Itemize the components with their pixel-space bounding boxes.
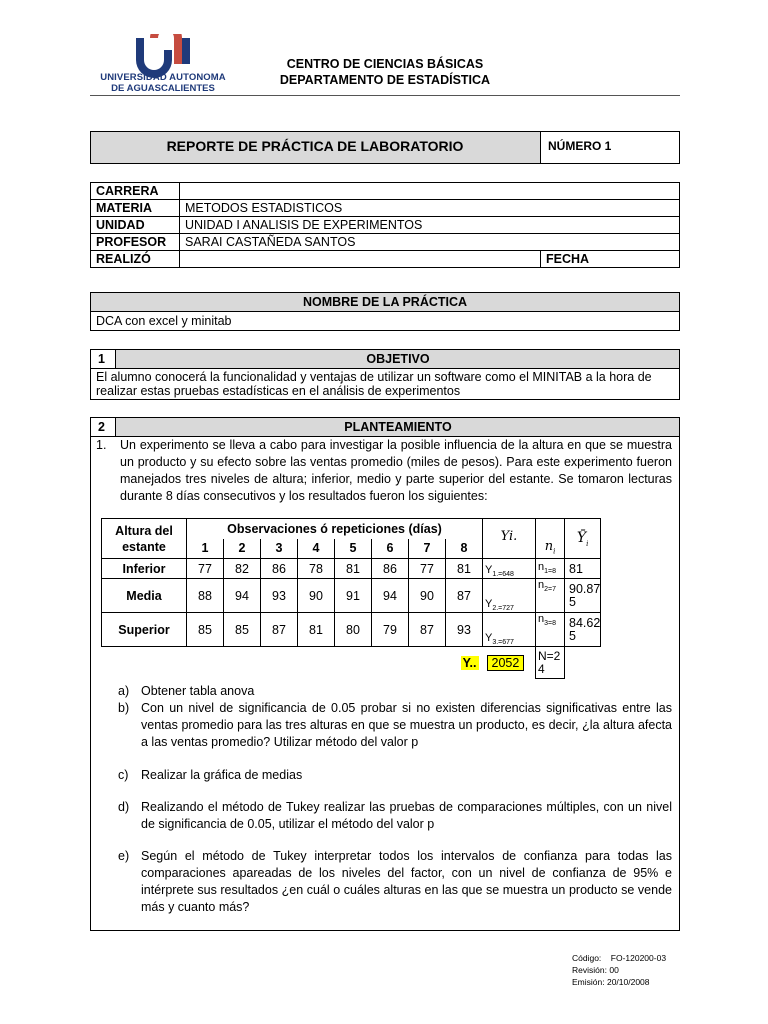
footer-code: [572, 953, 666, 964]
table-cell: 86: [261, 559, 298, 579]
objective-text: El alumno conocerá la funcionalidad y ventajas de utilizar un software como el MINITAB a la hora de realizar estas pruebas estadísticas en el análisis de experimentos: [96, 370, 652, 398]
ybar-line1: 90.87: [569, 581, 601, 596]
ybar-header-symbol: Ȳ: [576, 529, 587, 546]
unidad-value: UNIDAD I ANALISIS DE EXPERIMENTOS: [180, 217, 680, 234]
ni-symbol: n: [538, 613, 545, 625]
info-row-carrera: [91, 183, 680, 200]
day-header: 3: [261, 539, 298, 559]
table-cell: 91: [335, 579, 372, 613]
ni-sub: 2=7: [544, 586, 556, 594]
yi-sub: 2.=727: [492, 605, 514, 612]
objective-heading: OBJETIVO: [366, 352, 430, 366]
yi-header: Yi.: [483, 519, 536, 559]
table-cell: 81: [298, 613, 335, 647]
yi-cell: [483, 579, 536, 613]
table-cell: 93: [446, 613, 483, 647]
row-header-line1: Altura del: [115, 523, 173, 538]
table-row: [102, 559, 601, 579]
question-letter: e): [118, 849, 130, 863]
practice-heading: NOMBRE DE LA PRÁCTICA: [90, 292, 680, 312]
totals-row: [102, 647, 601, 679]
center-title: CENTRO DE CIENCIAS BÁSICAS: [286, 57, 484, 71]
day-header: 8: [446, 539, 483, 559]
yi-symbol: Y: [485, 563, 493, 576]
table-row: [102, 579, 601, 613]
info-row-realizo: [91, 251, 680, 268]
row-label: Inferior: [102, 559, 187, 579]
table-cell: 80: [335, 613, 372, 647]
logo-text-line2: DE AGUASCALIENTES: [111, 83, 215, 94]
day-header: 1: [187, 539, 224, 559]
table-cell: 94: [224, 579, 261, 613]
logo-text-line1: UNIVERSIDAD AUTONOMA: [100, 72, 226, 83]
footer-revision: [572, 965, 619, 976]
question-letter: b): [118, 701, 130, 715]
table-cell: 90: [298, 579, 335, 613]
ni-cell: [536, 559, 565, 579]
statement-number: 2: [98, 420, 105, 434]
unidad-label: UNIDAD: [91, 217, 180, 234]
yi-cell: [483, 613, 536, 647]
info-table: [90, 182, 680, 268]
n-total-line2: 4: [538, 661, 545, 676]
day-header: 4: [298, 539, 335, 559]
ybar-line2: 5: [569, 628, 576, 643]
profesor-value: SARAI CASTAÑEDA SANTOS: [180, 234, 680, 251]
code-label: Código:: [572, 953, 602, 963]
emission-value: 20/10/2008: [606, 977, 650, 987]
question-letter: a): [118, 684, 130, 698]
practice-name: DCA con excel y minitab: [90, 311, 680, 331]
ybar-cell: [565, 613, 601, 647]
yi-sub: 1.=648: [492, 571, 514, 578]
table-cell: 78: [298, 559, 335, 579]
row-header-line2: estante: [122, 539, 166, 554]
grand-total-label: Y..: [462, 655, 477, 670]
yi-sub: 3.=677: [492, 639, 514, 646]
day-header: 6: [372, 539, 409, 559]
question-text: Obtener tabla anova: [141, 684, 255, 698]
day-header: 5: [335, 539, 372, 559]
statement-heading: PLANTEAMIENTO: [344, 420, 452, 434]
table-cell: 86: [372, 559, 409, 579]
yi-symbol: Y: [485, 597, 493, 610]
materia-label: MATERIA: [91, 200, 180, 217]
ybar-line1: 84.62: [569, 615, 601, 630]
table-cell: 77: [409, 559, 446, 579]
revision-label: Revisión:: [572, 965, 607, 975]
ni-symbol: n: [538, 579, 545, 591]
report-title: REPORTE DE PRÁCTICA DE LABORATORIO: [166, 138, 464, 154]
table-row: [102, 613, 601, 647]
revision-value: 00: [609, 965, 619, 975]
data-table: [101, 518, 601, 679]
fecha-label: FECHA: [541, 251, 680, 268]
carrera-value: [180, 183, 680, 200]
table-cell: 87: [446, 579, 483, 613]
ni-cell: [536, 613, 565, 647]
ybar-cell: [565, 579, 601, 613]
day-header: 7: [409, 539, 446, 559]
problem-number: 1.: [96, 438, 107, 452]
carrera-label: CARRERA: [91, 183, 180, 200]
ni-header: [536, 519, 565, 559]
row-label: Superior: [102, 613, 187, 647]
problem-text: Un experimento se lleva a cabo para investigar la posible influencia de la altura en que se muestra un producto y su efecto sobre las ventas promedio (miles de pesos). Para este experimento fueron manejados tres niveles de altura; inferior, medio y parte superior del estante. Se tomaron lecturas durante 8 días consecutivos y los resultados fueron los siguientes:: [120, 438, 672, 503]
table-cell: 94: [372, 579, 409, 613]
ni-sub: 3=8: [544, 620, 556, 628]
realizo-value: [180, 251, 541, 268]
table-cell: 87: [261, 613, 298, 647]
title-divider: [540, 131, 541, 164]
n-total-line1: N=2: [538, 648, 561, 663]
yi-cell: [483, 559, 536, 579]
table-cell: 79: [372, 613, 409, 647]
question-letter: d): [118, 800, 130, 814]
question-text: Según el método de Tukey interpretar todos los intervalos de confianza para todas las comparaciones apareadas de los niveles del factor, con un nivel de confianza de 95% e intérprete sus resultados ¿en cuál o cuáles alturas en las que se muestra un producto se vende más y cuanto más?: [141, 849, 672, 914]
header-rule: [90, 95, 680, 96]
obs-header: Observaciones ó repeticiones (días): [187, 519, 483, 539]
ni-sub: 1=8: [544, 568, 556, 576]
ni-symbol: n: [538, 561, 545, 574]
question-text: Realizando el método de Tukey realizar las pruebas de comparaciones múltiples, con un nivel de significancia de 0.05, utilizar el método del valor p: [141, 800, 672, 831]
table-cell: 90: [409, 579, 446, 613]
table-cell: 85: [187, 613, 224, 647]
ybar-cell: 81: [565, 559, 601, 579]
ybar-header: [565, 519, 601, 559]
grand-total-value: 2052: [487, 655, 525, 671]
day-header: 2: [224, 539, 261, 559]
info-row-profesor: [91, 234, 680, 251]
question-text: Con un nivel de significancia de 0.05 probar si no existen diferencias significativas entre las ventas promedio para las tres alturas en que se muestra un producto, es decir, ¿la altura afecta a las ventas promedio? Utilizar método del valor p: [141, 701, 672, 749]
objective-number: 1: [98, 352, 105, 366]
n-total-cell: [536, 647, 565, 679]
ybar-header-sub: i: [586, 539, 589, 548]
info-row-unidad: [91, 217, 680, 234]
row-label: Media: [102, 579, 187, 613]
table-cell: 81: [335, 559, 372, 579]
code-value: FO-120200-03: [610, 953, 667, 963]
question-letter: c): [118, 768, 129, 782]
row-header-cell: [102, 519, 187, 559]
materia-value: METODOS ESTADISTICOS: [180, 200, 680, 217]
table-cell: 87: [409, 613, 446, 647]
table-cell: 77: [187, 559, 224, 579]
footer-emission: [572, 977, 650, 988]
report-number: NÚMERO 1: [548, 139, 612, 153]
ybar-line2: 5: [569, 594, 576, 609]
emission-label: Emisión:: [572, 977, 605, 987]
table-cell: 85: [224, 613, 261, 647]
department-title: DEPARTAMENTO DE ESTADÍSTICA: [279, 73, 491, 87]
realizo-label: REALIZÓ: [91, 251, 180, 268]
ni-cell: [536, 579, 565, 613]
table-cell: 93: [261, 579, 298, 613]
table-cell: 88: [187, 579, 224, 613]
yi-symbol: Y: [485, 631, 493, 644]
table-cell: 81: [446, 559, 483, 579]
table-cell: 82: [224, 559, 261, 579]
ni-header-symbol: n: [544, 539, 554, 555]
ni-header-sub: i: [553, 548, 556, 556]
info-row-materia: [91, 200, 680, 217]
question-text: Realizar la gráfica de medias: [141, 768, 303, 782]
profesor-label: PROFESOR: [91, 234, 180, 251]
